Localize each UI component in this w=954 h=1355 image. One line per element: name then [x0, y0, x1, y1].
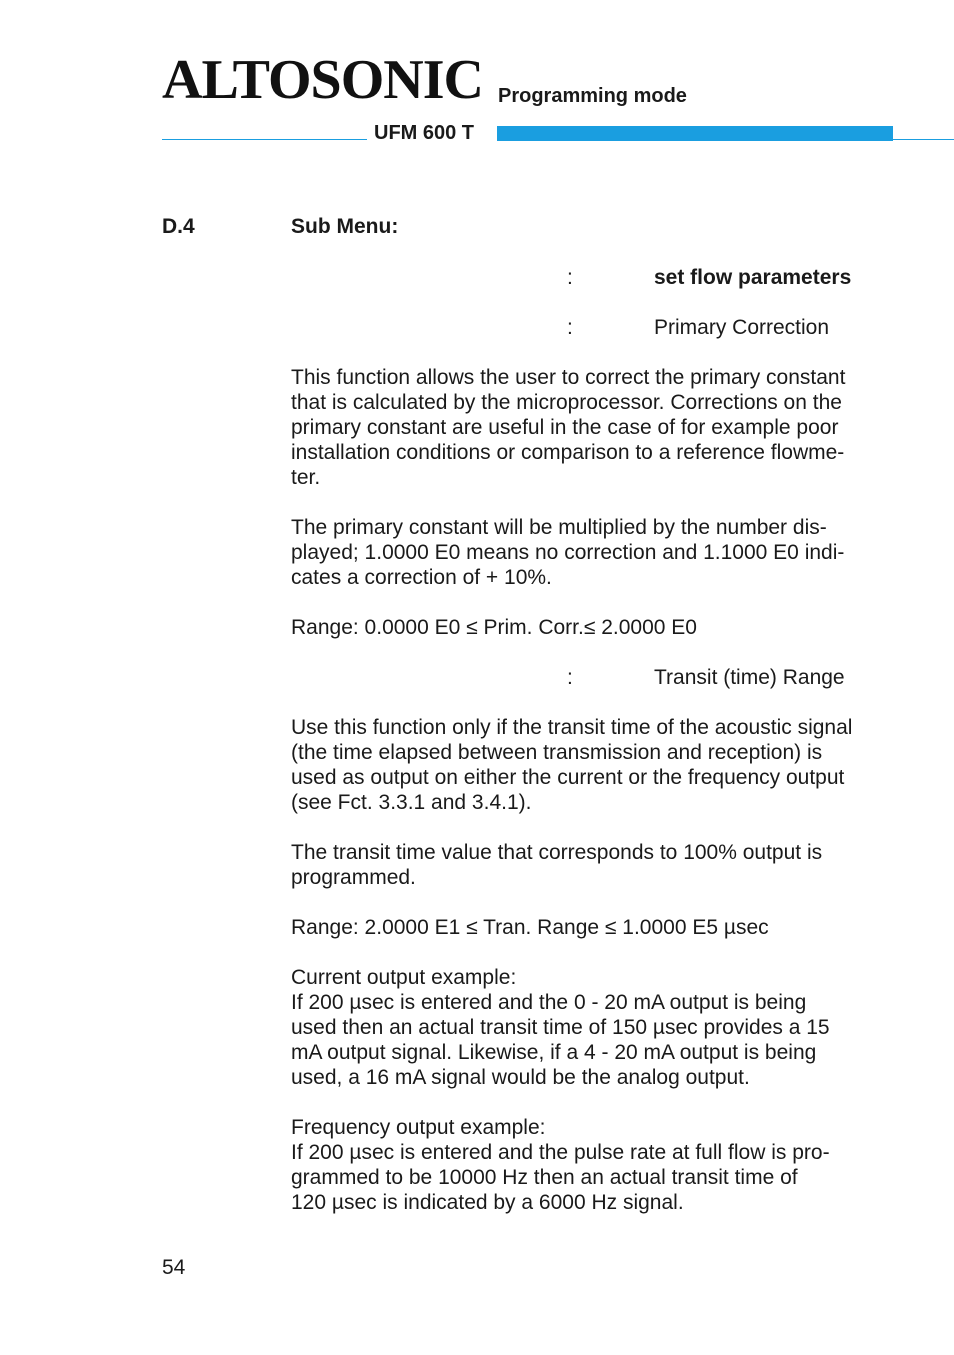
page-number: 54 [162, 1256, 186, 1279]
transit-range-limits: Range: 2.0000 E1 ≤ Tran. Range ≤ 1.0000 E5 µsec [291, 916, 769, 939]
text-line: 120 µsec is indicated by a 6000 Hz signal. [291, 1191, 684, 1214]
header-accent-bar [497, 126, 893, 141]
text-line: played; 1.0000 E0 means no correction and 1.1000 E0 indi- [291, 541, 845, 564]
brand-logo: ALTOSONIC [162, 49, 483, 111]
text-line: mA output signal. Likewise, if a 4 - 20 mA output is being [291, 1041, 817, 1064]
menu-set-flow-parameters: set flow parameters [654, 266, 852, 289]
text-line: used, a 16 mA signal would be the analog output. [291, 1066, 750, 1089]
menu-primary-correction: Primary Correction [654, 316, 830, 339]
text-line: If 200 µsec is entered and the pulse rate at full flow is pro- [291, 1141, 830, 1164]
model-label: UFM 600 T [374, 122, 475, 144]
text-line: The primary constant will be multiplied by the number dis- [291, 516, 827, 539]
current-output-example [291, 965, 892, 1090]
example-heading: Current output example: [291, 966, 517, 989]
text-line: If 200 µsec is entered and the 0 - 20 mA output is being [291, 991, 807, 1014]
menu-colon: : [567, 266, 573, 289]
section-title: Programming mode [498, 85, 687, 107]
header-rule-left [162, 139, 367, 140]
primary-correction-range: Range: 0.0000 E0 ≤ Prim. Corr.≤ 2.0000 E0 [291, 616, 697, 639]
text-line: The transit time value that corresponds to 100% output is [291, 841, 823, 864]
text-line: used then an actual transit time of 150 µsec provides a 15 [291, 1016, 830, 1039]
submenu-heading: Sub Menu: [291, 215, 399, 238]
primary-correction-multiplier-note [291, 515, 892, 590]
example-heading: Frequency output example: [291, 1116, 546, 1139]
text-line: used as output on either the current or the frequency output [291, 766, 845, 789]
header-rule-right [893, 139, 954, 140]
frequency-output-example [291, 1115, 892, 1215]
transit-range-description [291, 715, 892, 815]
text-line: cates a correction of + 10%. [291, 566, 552, 589]
text-line: This function allows the user to correct the primary constant [291, 366, 846, 389]
text-line: that is calculated by the microprocessor. Corrections on the [291, 391, 842, 414]
text-line: Use this function only if the transit time of the acoustic signal [291, 716, 853, 739]
text-line: (see Fct. 3.3.1 and 3.4.1). [291, 791, 532, 814]
text-line: ter. [291, 466, 321, 489]
menu-colon: : [567, 666, 573, 689]
text-line: primary constant are useful in the case of for example poor [291, 416, 839, 439]
text-line: programmed. [291, 866, 416, 889]
text-line: grammed to be 10000 Hz then an actual transit time of [291, 1166, 798, 1189]
primary-correction-description [291, 365, 892, 490]
text-line: installation conditions or comparison to a reference flowme- [291, 441, 845, 464]
transit-range-output-note [291, 840, 892, 890]
section-number: D.4 [162, 215, 195, 238]
menu-transit-time-range: Transit (time) Range [654, 666, 845, 689]
menu-colon: : [567, 316, 573, 339]
text-line: (the time elapsed between transmission and reception) is [291, 741, 823, 764]
